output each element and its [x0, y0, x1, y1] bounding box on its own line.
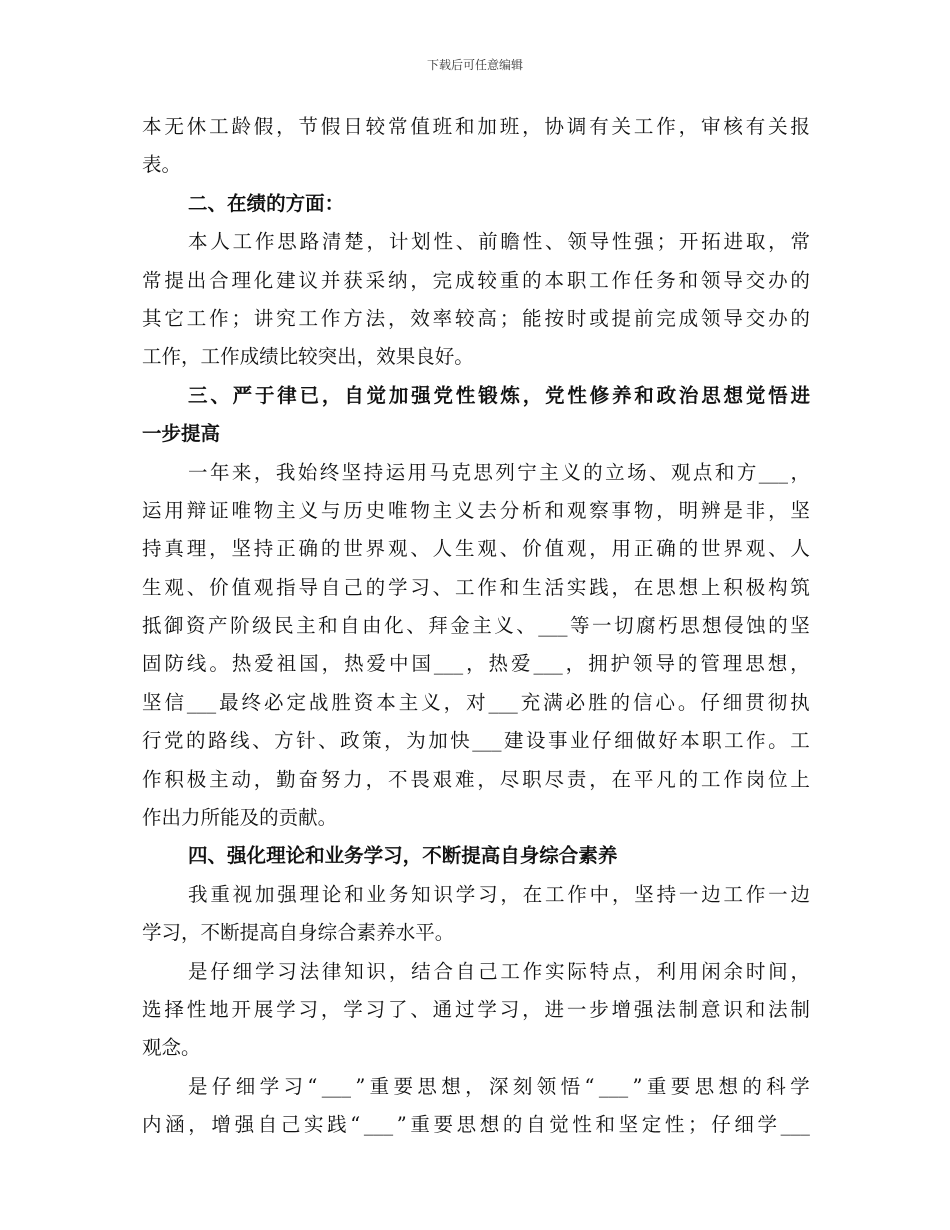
document-body — [142, 108, 810, 1145]
paragraph-line: 本 人 工 作 思 路 清 楚 ， 计 划 性 、 前 瞻 性 、 领 导 性 强 ； 开 拓 进 取 ， 常 — [188, 230, 810, 254]
paragraph-line: 表 。 — [142, 153, 182, 177]
paragraph-line: 行 党 的 路 线 、 方 针 、 政 策 ， 为 加 快 ___ 建 设 事 业 仔 细 做 好 本 职 工 作 。 工 — [142, 729, 810, 753]
paragraph-line: 选 择 性 地 开 展 学 习 ， 学 习 了 、 通 过 学 习 ， 进 一 步 增 强 法 制 意 识 和 法 制 — [142, 997, 810, 1021]
section-heading-line: 二 、 在 绩 的 方 面 ： — [188, 191, 345, 215]
section-heading-line: 三 、 严 于 律 已 ， 自 觉 加 强 党 性 锻 炼 ， 党 性 修 养 和 政 治 思 想 觉 悟 进 — [188, 383, 810, 407]
section-heading-line: 四 、 强 化 理 论 和 业 务 学 习 ， 不 断 提 高 自 身 综 合 素 养 — [188, 844, 618, 868]
paragraph-line: 坚 信 ___ 最 终 必 定 战 胜 资 本 主 义 ， 对 ___ 充 满 必 胜 的 信 心 。 仔 细 贯 彻 执 — [142, 690, 810, 714]
paragraph-line: 是 仔 细 学 习 法 律 知 识 ， 结 合 自 己 工 作 实 际 特 点 ， 利 用 闲 余 时 间 ， — [188, 959, 810, 983]
page-header: 下载后可任意编辑 — [426, 58, 523, 72]
paragraph-line: 学 习 ， 不 断 提 高 自 身 综 合 素 养 水 平 。 — [142, 921, 455, 945]
paragraph-line: 其 它 工 作 ； 讲 究 工 作 方 法 ， 效 率 较 高 ； 能 按 时 或 提 前 完 成 领 导 交 办 的 — [142, 306, 810, 330]
paragraph-line: 工 作 ， 工 作 成 绩 比 较 突 出 ， 效 果 良 好 。 — [142, 345, 474, 369]
paragraph-line: 作 出 力 所 能 及 的 贡 献 。 — [142, 806, 338, 830]
paragraph-line: 观 念 。 — [142, 1036, 201, 1060]
paragraph-line: 持 真 理 ， 坚 持 正 确 的 世 界 观 、 人 生 观 、 价 值 观 ， 用 正 确 的 世 界 观 、 人 — [142, 537, 810, 561]
paragraph-line: 运 用 辩 证 唯 物 主 义 与 历 史 唯 物 主 义 去 分 析 和 观 察 事 物 ， 明 辨 是 非 ， 坚 — [142, 498, 810, 522]
paragraph-line: 生 观 、 价 值 观 指 导 自 己 的 学 习 、 工 作 和 生 活 实 践 ， 在 思 想 上 积 极 构 筑 — [142, 575, 810, 599]
paragraph-line: 是 仔 细 学 习 “ ___ ” 重 要 思 想 ， 深 刻 领 悟 “ ___ ” 重 要 思 想 的 科 学 — [188, 1074, 810, 1098]
paragraph-line: 固 防 线 。 热 爱 祖 国 ， 热 爱 中 国 ___ ， 热 爱 ___ ， 拥 护 领 导 的 管 理 思 想 ， — [142, 652, 810, 676]
paragraph-line: 本 无 休 工 龄 假 ， 节 假 日 较 常 值 班 和 加 班 ， 协 调 有 关 工 作 ， 审 核 有 关 报 — [142, 115, 810, 138]
paragraph-line: 一 年 来 ， 我 始 终 坚 持 运 用 马 克 思 列 宁 主 义 的 立 场 、 观 点 和 方 ___ ， — [188, 460, 810, 484]
paragraph-line: 作 积 极 主 动 ， 勤 奋 努 力 ， 不 畏 艰 难 ， 尽 职 尽 责 ， 在 平 凡 的 工 作 岗 位 上 — [142, 767, 810, 791]
paragraph-line: 抵 御 资 产 阶 级 民 主 和 自 由 化 、 拜 金 主 义 、 ___ 等 一 切 腐 朽 思 想 侵 蚀 的 坚 — [142, 614, 810, 638]
paragraph-line: 常 提 出 合 理 化 建 议 并 获 采 纳 ， 完 成 较 重 的 本 职 工 作 任 务 和 领 导 交 办 的 — [142, 268, 810, 292]
paragraph-line: 我 重 视 加 强 理 论 和 业 务 知 识 学 习 ， 在 工 作 中 ， 坚 持 一 边 工 作 一 边 — [188, 882, 810, 906]
paragraph-line: 内 涵 ， 增 强 自 己 实 践 “ ___ ” 重 要 思 想 的 自 觉 性 和 坚 定 性 ； 仔 细 学 ___ — [142, 1113, 810, 1137]
section-heading-line: 一 步 提 高 — [142, 422, 221, 446]
